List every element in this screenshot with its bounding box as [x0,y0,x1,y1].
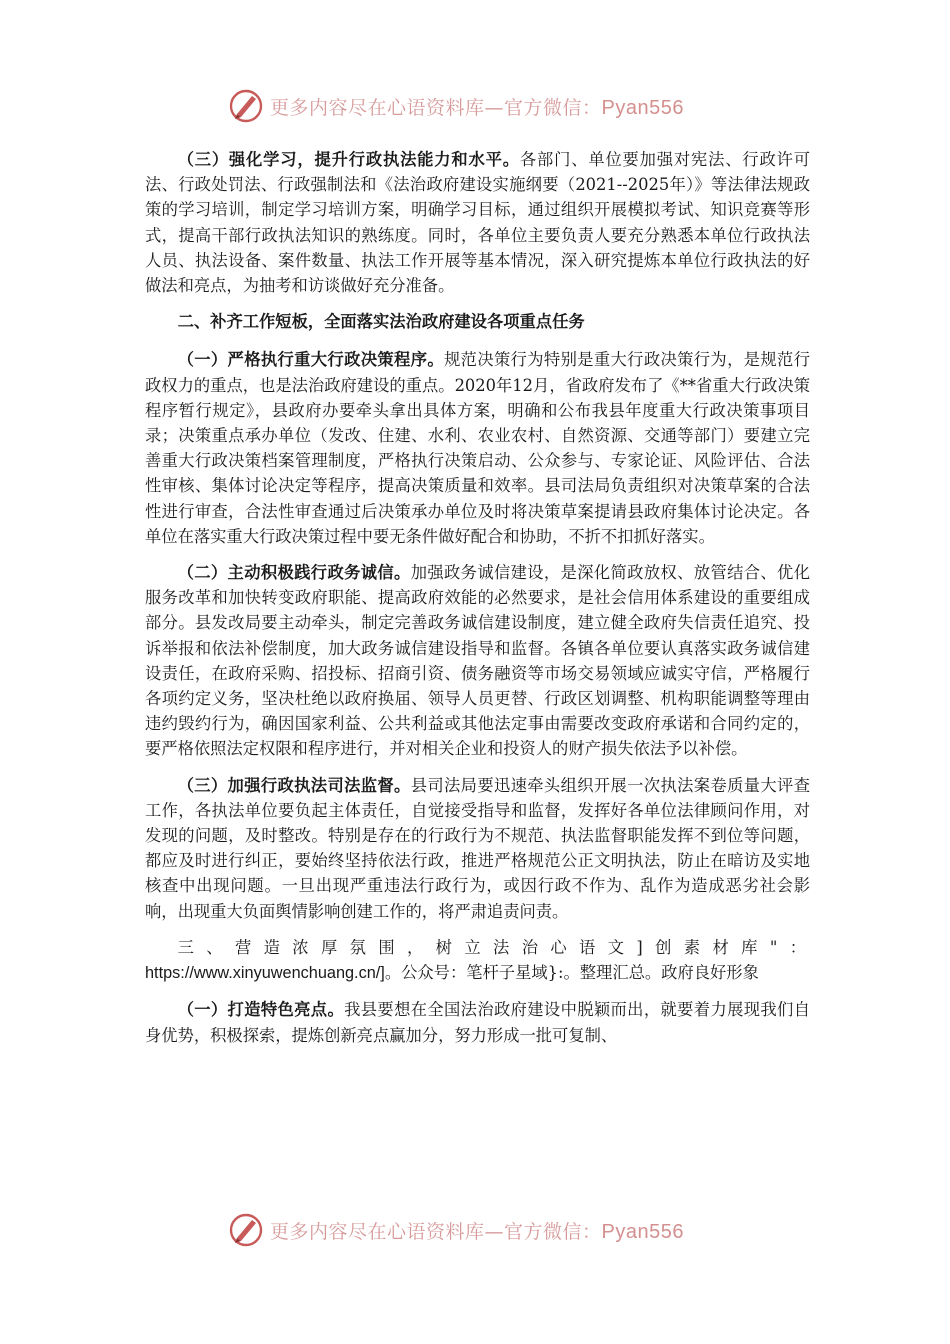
mixed-text-c: 。公众号：笔杆子星域}:。整理汇总。政府良好形象 [384,963,759,983]
pen-logo-icon [228,1212,264,1248]
paragraph-text: 县司法局要迅速牵头组织开展一次执法案卷质量大评查工作，各执法单位要负起主体责任，自觉接受指导和监督，发挥好各单位法律顾问作用，对发现的问题，及时整改。特别是存在的行政行为不规范、执法监督职能发挥不到位等问题，都应及时进行纠正，要始终坚持依法行政，推进严格规范公正文明执法，防止在暗访及实地核查中出现问题。一旦出现严重违法行政行为，或因行政不作为、乱作为造成恶劣社会影响，出现重大负面舆情影响创建工作的，将严肃追责问责。 [145,775,810,921]
paragraph-text: 规范决策行为特别是重大行政决策行为，是规范行政权力的重点，也是法治政府建设的重点。2020年12月，省政府发布了《**省重大行政决策程序暂行规定》，县政府办要牵头拿出具体方案，明确和公布我县年度重大行政决策事项目录；决策重点承办单位（发改、住建、水利、农业农村、自然资源、交通等部门）要建立完善重大行政决策档案管理制度，严格执行决策启动、公众参与、专家论证、风险评估、合法性审核、集体讨论决定等程序，提高决策质量和效率。县司法局负责组织对决策草案的合法性进行审查，合法性审查通过后决策承办单位及时将决策草案提请县政府集体讨论决定。各单位在落实重大行政决策过程中要无条件做好配合和协助，不折不扣抓好落实。 [145,350,810,546]
paragraph-heading: （一）打造特色亮点。 [177,1000,345,1020]
document-body [145,147,810,1059]
paragraph-heading: （二）主动积极践行政务诚信。 [177,563,411,583]
paragraph-heading: （三）加强行政执法司法监督。 [177,775,411,795]
url-text: https://www.xinyuwenchuang.cn/] [145,964,385,983]
paragraph-heading: （三）强化学习，提升行政执法能力和水平。 [177,150,520,169]
watermark-text: 更多内容尽在心语资料库—官方微信：Pyan556 [270,1220,684,1243]
section-heading-mixed [145,935,810,986]
paragraph-heading: （一）严格执行重大行政决策程序。 [177,350,445,370]
watermark-text: 更多内容尽在心语资料库—官方微信：Pyan556 [270,96,684,119]
section-heading: 二、补齐工作短板，全面落实法治政府建设各项重点任务 [177,312,585,332]
paragraph [145,560,810,762]
paragraph [145,347,810,549]
pen-logo-icon [228,88,264,124]
paragraph-text: 各部门、单位要加强对宪法、行政许可法、行政处罚法、行政强制法和《法治政府建设实施纲要（2021--2025年）》等法律法规政策的学习培训，制定学习培训方案，明确学习目标，通过组织开展模拟考试、知识竞赛等形式，提高干部行政执法知识的熟练度。同时，各单位主要负责人要充分熟悉本单位行政执法人员、执法设备、案件数量、执法工作开展等基本情况，深入研究提炼本单位行政执法的好做法和亮点，为抽考和访谈做好充分准备。 [145,150,810,296]
watermark-bottom [228,1210,748,1250]
paragraph-text: 加强政务诚信建设，是深化简政放权、放管结合、优化服务改革和加快转变政府职能、提高政府效能的必然要求，是社会信用体系建设的重要组成部分。县发改局要主动牵头，制定完善政务诚信建设制度，建立健全政府失信责任追究、投诉举报和依法补偿制度，加大政务诚信建设指导和监督。各镇各单位要认真落实政务诚信建设责任，在政府采购、招投标、招商引资、债务融资等市场交易领域应诚实守信，严格履行各项约定义务，坚决杜绝以政府换届、领导人员更替、行政区划调整、机构职能调整等理由违约毁约行为，确因国家利益、公共利益或其他法定事由需要改变政府承诺和合同约定的，要严格依照法定权限和程序进行，并对相关企业和投资人的财产损失依法予以补偿。 [145,563,810,759]
paragraph [145,997,810,1047]
paragraph [145,773,810,924]
mixed-text-a: 三、营造浓厚氛围，树立法治心语文]创素材库"： [177,937,810,957]
watermark-top [228,86,748,126]
paragraph-text: 我县要想在全国法治政府建设中脱颖而出，就要着力展现我们自身优势，积极探索，提炼创新亮点赢加分，努力形成一批可复制、 [145,1000,810,1045]
paragraph [145,147,810,298]
